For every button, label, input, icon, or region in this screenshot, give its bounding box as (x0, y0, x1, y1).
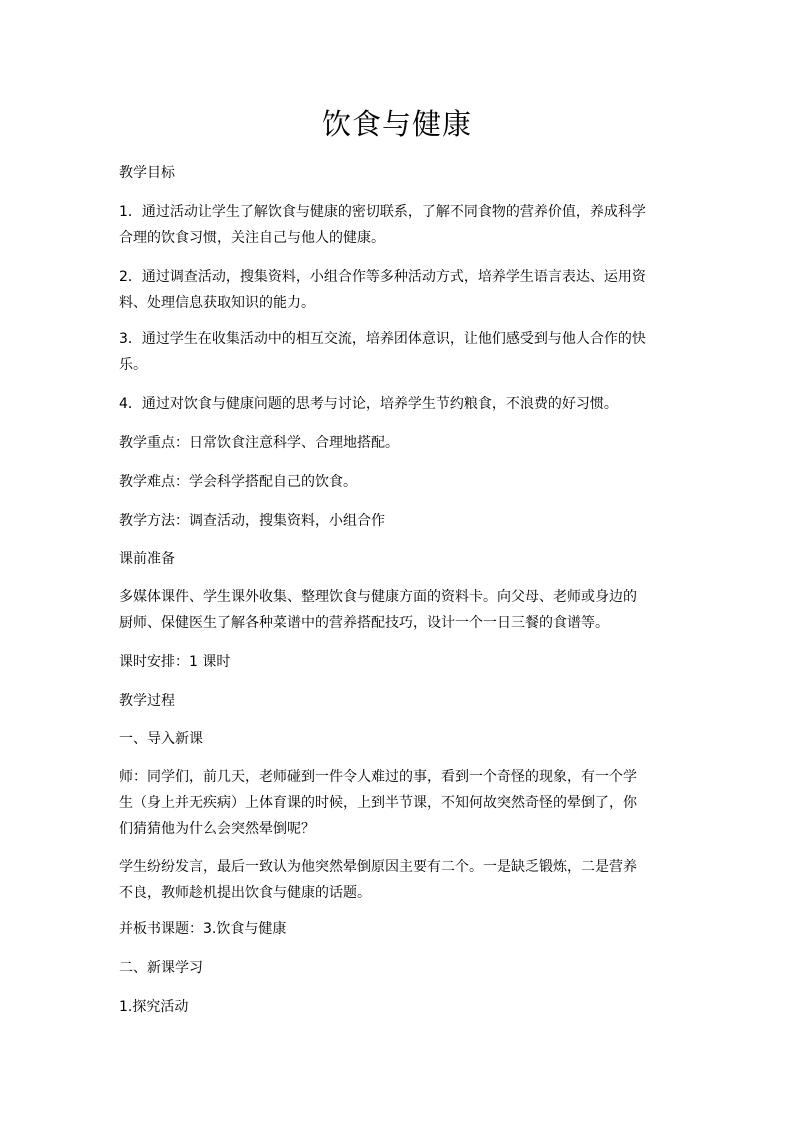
goal-1-line-1: 1．通过活动让学生了解饮食与健康的密切联系，了解不同食物的营养价值，养成科学 (119, 204, 646, 220)
heading-teaching-process: 教学过程 (119, 693, 175, 709)
page-title: 饮食与健康 (321, 107, 472, 141)
heading-introduction: 一、导入新课 (119, 731, 203, 747)
class-hours: 课时安排：1 课时 (119, 654, 231, 670)
goal-3-line-2: 乐。 (119, 357, 147, 373)
heading-teaching-goals: 教学目标 (119, 165, 175, 181)
goal-3-line-1: 3．通过学生在收集活动中的相互交流，培养团体意识，让他们感受到与他人合作的快 (119, 331, 646, 347)
goal-2-line-2: 料、处理信息获取知识的能力。 (119, 295, 315, 311)
heading-new-lesson: 二、新课学习 (119, 960, 203, 976)
goal-2-line-1: 2．通过调查活动，搜集资料，小组合作等多种活动方式，培养学生语言表达、运用资 (119, 269, 646, 285)
board-title: 并板书课题：3.饮食与健康 (119, 921, 287, 937)
preparation-line-1: 多媒体课件、学生课外收集、整理饮食与健康方面的资料卡。向父母、老师或身边的 (119, 589, 637, 605)
heading-preparation: 课前准备 (119, 551, 175, 567)
students-line-2: 不良，教师趁机提出饮食与健康的话题。 (119, 885, 371, 901)
teaching-method: 教学方法：调查活动，搜集资料，小组合作 (119, 513, 385, 529)
goal-1-line-2: 合理的饮食习惯，关注自己与他人的健康。 (119, 230, 385, 246)
teaching-key-point: 教学重点：日常饮食注意科学、合理地搭配。 (119, 435, 399, 451)
teacher-line-2: 生（身上并无疾病）上体育课的时候，上到半节课，不知何故突然奇怪的晕倒了，你 (119, 795, 637, 811)
goal-4: 4．通过对饮食与健康问题的思考与讨论，培养学生节约粮食，不浪费的好习惯。 (119, 396, 618, 412)
preparation-line-2: 厨师、保健医生了解各种菜谱中的营养搭配技巧，设计一个一日三餐的食谱等。 (119, 615, 609, 631)
teacher-line-1: 师：同学们，前几天，老师碰到一件令人难过的事，看到一个奇怪的现象，有一个学 (119, 769, 637, 785)
teacher-line-3: 们猜猜他为什么会突然晕倒呢？ (119, 821, 315, 837)
students-line-1: 学生纷纷发言，最后一致认为他突然晕倒原因主要有二个。一是缺乏锻炼，二是营养 (119, 859, 637, 875)
teaching-difficulty: 教学难点：学会科学搭配自己的饮食。 (119, 474, 357, 490)
heading-inquiry-activity: 1.探究活动 (119, 999, 189, 1015)
